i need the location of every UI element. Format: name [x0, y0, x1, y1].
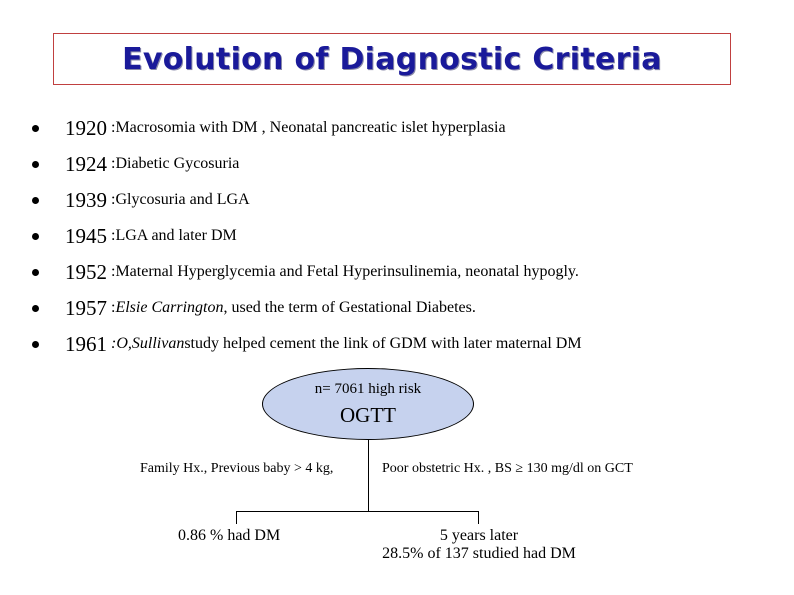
item-text: study helped cement the link of GDM with later maternal DM — [184, 335, 582, 352]
right-criteria-text: Poor obstetric Hx. , BS ≥ 130 mg/dl on GCT — [382, 461, 633, 476]
bullet-icon — [32, 341, 39, 348]
item-text: Glycosuria and LGA — [115, 191, 250, 208]
item-separator: : — [111, 119, 116, 136]
bullet-icon — [32, 197, 39, 204]
item-separator: : — [111, 335, 117, 352]
item-year: 1945 — [65, 223, 107, 248]
item-year: 1957 — [65, 295, 107, 320]
bullet-icon — [32, 305, 39, 312]
item-text: LGA and later DM — [115, 227, 237, 244]
bullet-icon — [32, 161, 39, 168]
item-year: 1961 — [65, 331, 107, 356]
item-person-name: O,Sullivan — [116, 335, 185, 352]
item-text: Diabetic Gycosuria — [115, 155, 240, 172]
timeline-list — [30, 110, 582, 362]
item-year: 1920 — [65, 115, 107, 140]
slide-title: Evolution of Diagnostic Criteria — [122, 42, 662, 77]
cohort-size-label: n= 7061 high risk — [314, 381, 422, 397]
item-separator: : — [111, 299, 116, 316]
item-text: , used the term of Gestational Diabetes. — [223, 299, 476, 316]
list-item — [30, 182, 582, 218]
right-result-line2: 28.5% of 137 studied had DM — [382, 545, 576, 562]
connector-line — [236, 511, 237, 524]
item-separator: : — [111, 191, 116, 208]
connector-line — [368, 440, 369, 512]
test-label: OGTT — [340, 403, 396, 427]
list-item — [30, 146, 582, 182]
item-separator: : — [111, 227, 116, 244]
item-text: Maternal Hyperglycemia and Fetal Hyperinsulinemia, neonatal hypogly. — [115, 263, 579, 280]
connector-line — [478, 511, 479, 524]
list-item — [30, 326, 582, 362]
item-year: 1952 — [65, 259, 107, 284]
connector-line — [236, 511, 479, 512]
left-criteria-text: Family Hx., Previous baby > 4 kg, — [140, 461, 334, 476]
list-item — [30, 290, 582, 326]
item-person-name: Elsie Carrington — [115, 299, 224, 316]
list-item — [30, 254, 582, 290]
item-separator: : — [111, 155, 116, 172]
right-result-line1: 5 years later — [439, 527, 519, 544]
left-result-text: 0.86 % had DM — [178, 527, 281, 544]
bullet-icon — [32, 233, 39, 240]
right-result-text — [369, 527, 589, 563]
list-item — [30, 218, 582, 254]
list-item — [30, 110, 582, 146]
item-year: 1924 — [65, 151, 107, 176]
item-year: 1939 — [65, 187, 107, 212]
bullet-icon — [32, 269, 39, 276]
bullet-icon — [32, 125, 39, 132]
item-separator: : — [111, 263, 116, 280]
title-box — [53, 33, 731, 85]
item-text: Macrosomia with DM , Neonatal pancreatic islet hyperplasia — [115, 119, 506, 136]
cohort-ellipse — [262, 368, 474, 440]
